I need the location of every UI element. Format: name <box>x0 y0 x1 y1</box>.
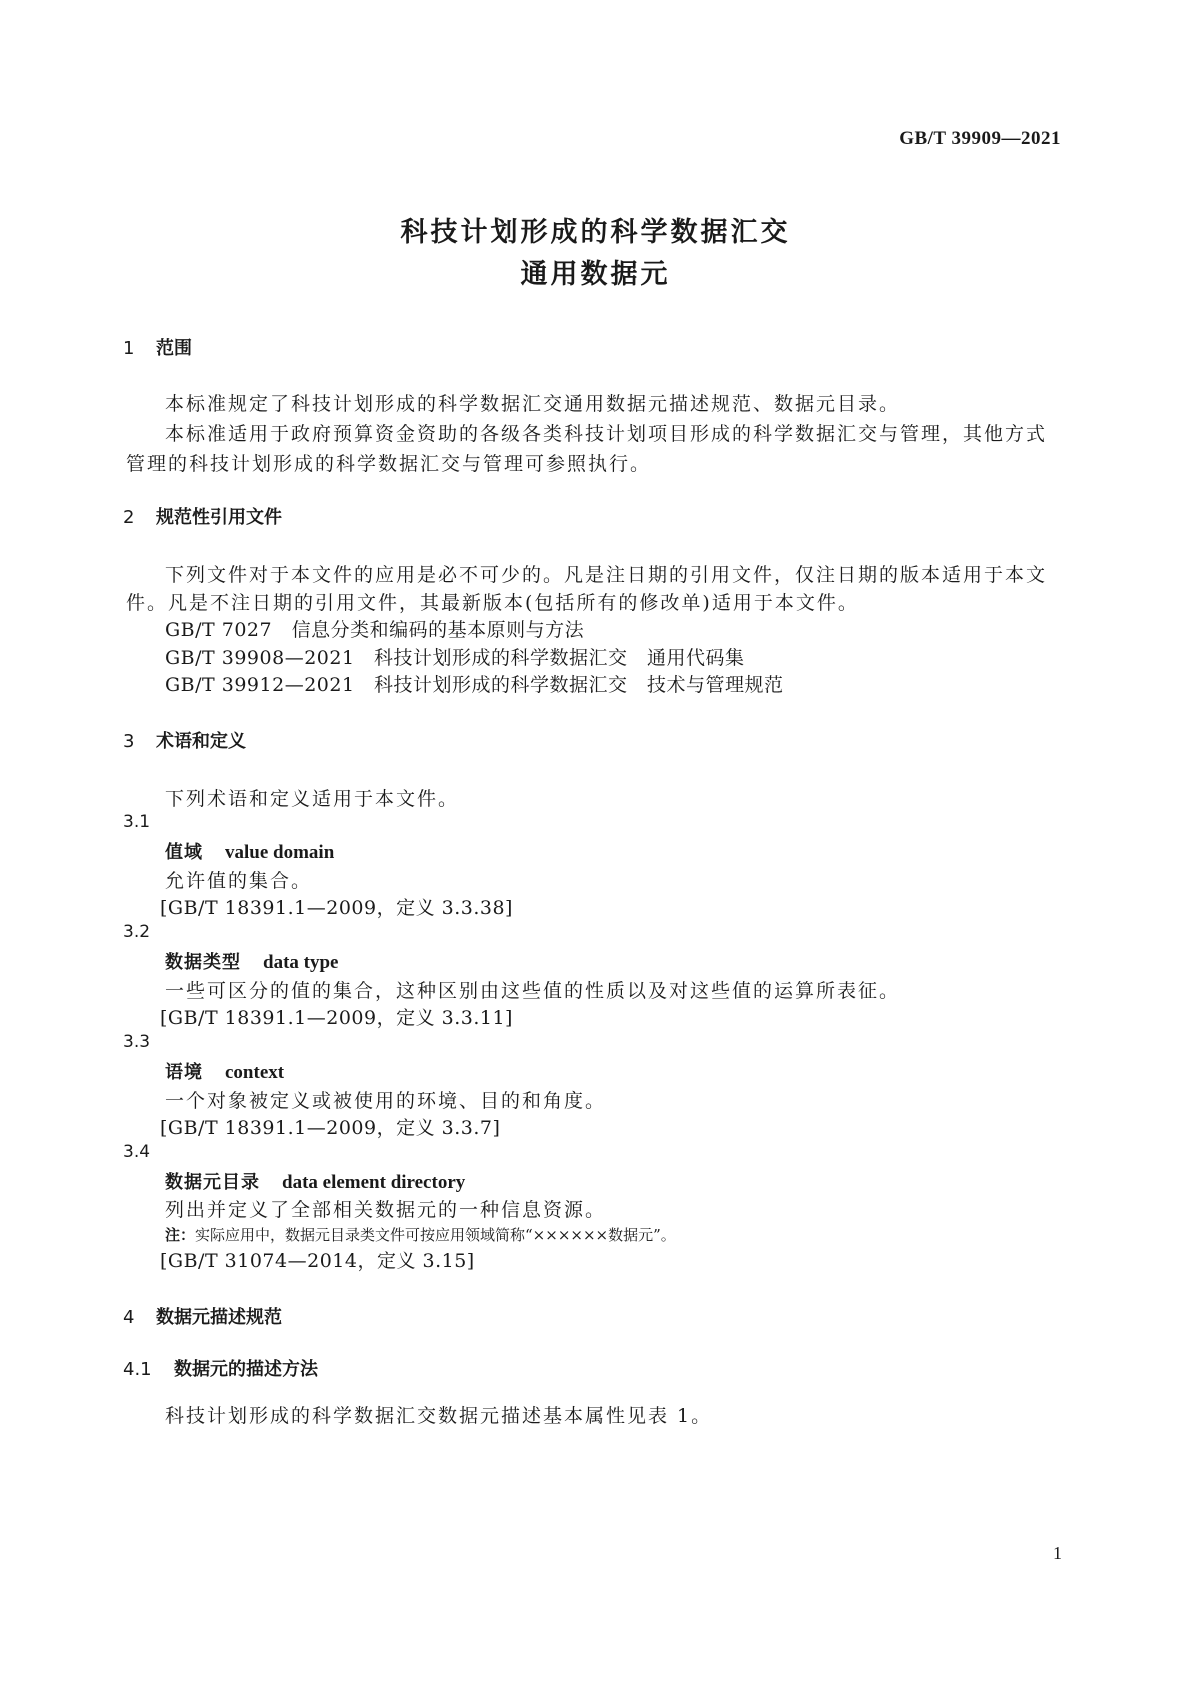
term-title <box>165 1168 465 1194</box>
term-title <box>165 1058 284 1084</box>
section-1-heading <box>123 334 192 360</box>
section-number: 1 <box>123 338 135 359</box>
section-title: 术语和定义 <box>156 731 246 752</box>
term-en: value domain <box>225 842 335 863</box>
term-number: 3.1 <box>123 812 151 832</box>
term-title <box>165 838 334 864</box>
term-definition: 列出并定义了全部相关数据元的一种信息资源。 <box>165 1199 607 1221</box>
term-number: 3.3 <box>123 1032 151 1052</box>
term-en: context <box>225 1062 285 1083</box>
term-definition: 一些可区分的值的集合，这种区别由这些值的性质以及对这些值的运算所表征。 <box>165 980 901 1002</box>
document-title-line2: 通用数据元 <box>520 259 671 290</box>
section-2-paragraph-line-1: 下列文件对于本文件的应用是必不可少的。凡是注日期的引用文件，仅注日期的版本适用于本文 <box>165 564 1048 586</box>
term-zh: 语境 <box>165 1062 203 1083</box>
term-zh: 数据类型 <box>165 952 241 973</box>
section-2-paragraph-line-2: 件。凡是不注日期的引用文件，其最新版本(包括所有的修改单)适用于本文件。 <box>126 592 859 614</box>
section-2-heading <box>123 503 282 529</box>
section-number: 2 <box>123 507 135 528</box>
term-en: data element directory <box>282 1172 466 1193</box>
term-definition: 允许值的集合。 <box>165 870 313 892</box>
term-number: 3.2 <box>123 922 151 942</box>
term-source: [GB/T 31074—2014，定义 3.15] <box>160 1250 475 1272</box>
section-number: 3 <box>123 731 135 752</box>
reference-item: GB/T 7027 信息分类和编码的基本原则与方法 <box>165 619 585 641</box>
term-source: [GB/T 18391.1—2009，定义 3.3.11] <box>160 1007 513 1029</box>
section-3-intro: 下列术语和定义适用于本文件。 <box>165 788 460 810</box>
section-1-paragraph-1: 本标准规定了科技计划形成的科学数据汇交通用数据元描述规范、数据元目录。 <box>165 393 901 415</box>
term-source: [GB/T 18391.1—2009，定义 3.3.38] <box>160 897 513 919</box>
section-4-heading <box>123 1303 282 1329</box>
section-1-paragraph-2-line-1: 本标准适用于政府预算资金资助的各级各类科技计划项目形成的科学数据汇交与管理，其他方式 <box>165 423 1048 445</box>
note-label: 注： <box>165 1226 196 1244</box>
subsection-4-1-heading <box>123 1355 318 1381</box>
reference-item: GB/T 39908—2021 科技计划形成的科学数据汇交 通用代码集 <box>165 647 745 669</box>
term-en: data type <box>263 952 339 973</box>
page-number: 1 <box>1053 1543 1062 1563</box>
term-note <box>165 1224 676 1245</box>
section-title: 规范性引用文件 <box>156 507 282 528</box>
section-3-heading <box>123 727 246 753</box>
section-4-paragraph: 科技计划形成的科学数据汇交数据元描述基本属性见表 1。 <box>165 1405 713 1427</box>
section-1-paragraph-2-line-2: 管理的科技计划形成的科学数据汇交与管理可参照执行。 <box>126 453 652 475</box>
term-zh: 数据元目录 <box>165 1172 260 1193</box>
reference-item: GB/T 39912—2021 科技计划形成的科学数据汇交 技术与管理规范 <box>165 674 784 696</box>
standard-number: GB/T 39909—2021 <box>899 128 1061 149</box>
section-title: 范围 <box>156 338 192 359</box>
subsection-number: 4.1 <box>123 1359 152 1380</box>
term-source: [GB/T 18391.1—2009，定义 3.3.7] <box>160 1117 501 1139</box>
subsection-title: 数据元的描述方法 <box>174 1359 318 1380</box>
document-title-line1: 科技计划形成的科学数据汇交 <box>400 217 791 248</box>
section-title: 数据元描述规范 <box>156 1307 282 1328</box>
note-text: 实际应用中，数据元目录类文件可按应用领域简称“××××××数据元”。 <box>195 1226 676 1244</box>
term-title <box>165 948 338 974</box>
term-number: 3.4 <box>123 1142 151 1162</box>
section-number: 4 <box>123 1307 135 1328</box>
term-zh: 值域 <box>165 842 203 863</box>
term-definition: 一个对象被定义或被使用的环境、目的和角度。 <box>165 1090 607 1112</box>
